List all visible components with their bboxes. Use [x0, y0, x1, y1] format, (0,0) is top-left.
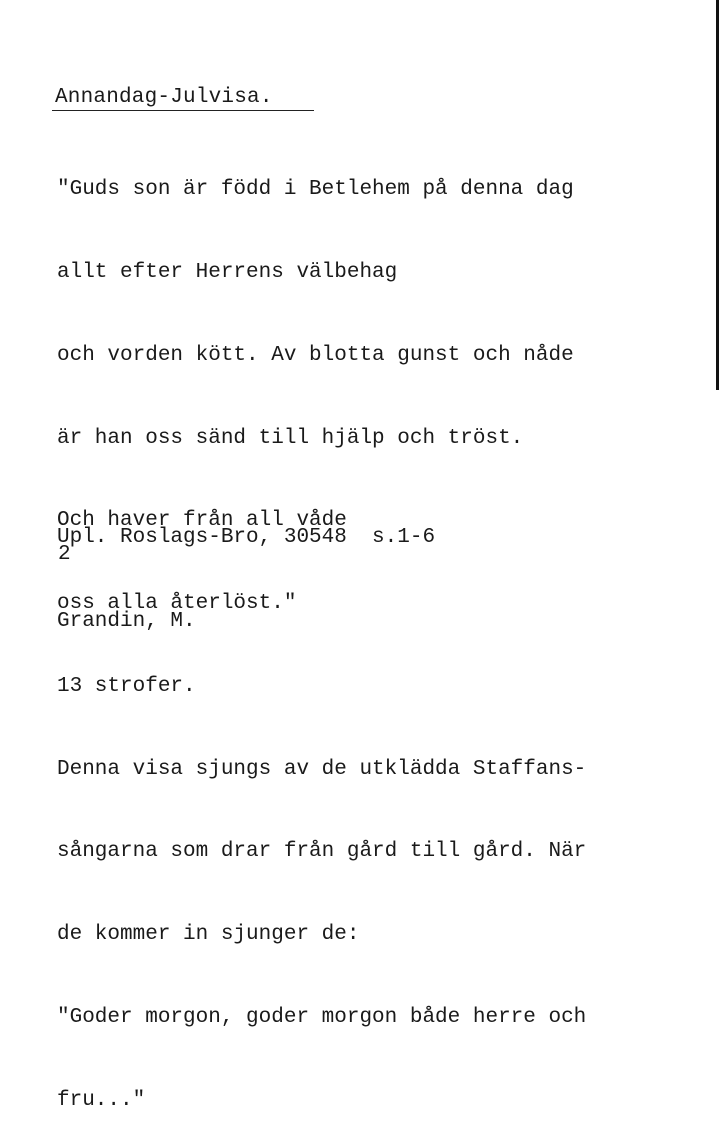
page-number: 2: [58, 543, 71, 566]
text-line: "Goder morgon, goder morgon både herre och: [57, 1006, 587, 1029]
text-line: Och haver från all våde: [57, 509, 347, 533]
text-line: "Guds son är född i Betlehem på denna dag: [57, 178, 574, 202]
text-line: 13 strofer.: [57, 674, 196, 698]
card-edge-line: [716, 0, 719, 390]
text-line: och vorden kött. Av blotta gunst och nåde: [57, 343, 574, 367]
source-block: [57, 468, 435, 692]
text-line: de kommer in sjunger de:: [57, 923, 360, 947]
text-line: Denna visa sjungs av de utklädda Staffans-: [57, 757, 587, 781]
text-line: fru...": [57, 1088, 146, 1112]
text-line: är han oss sänd till hjälp och tröst.: [57, 426, 524, 450]
text-line: sångarna som drar från gård till gård. När: [57, 840, 587, 864]
text-line: allt efter Herrens välbehag: [57, 260, 398, 284]
song-title: Annandag-Julvisa.: [55, 86, 273, 109]
text-line: oss alla återlöst.": [57, 592, 297, 616]
title-underline: [52, 110, 314, 111]
source-reference: Upl. Roslags-Bro, 30548 s.1-6: [57, 526, 436, 549]
informant-name: Grandin, M.: [57, 610, 196, 633]
